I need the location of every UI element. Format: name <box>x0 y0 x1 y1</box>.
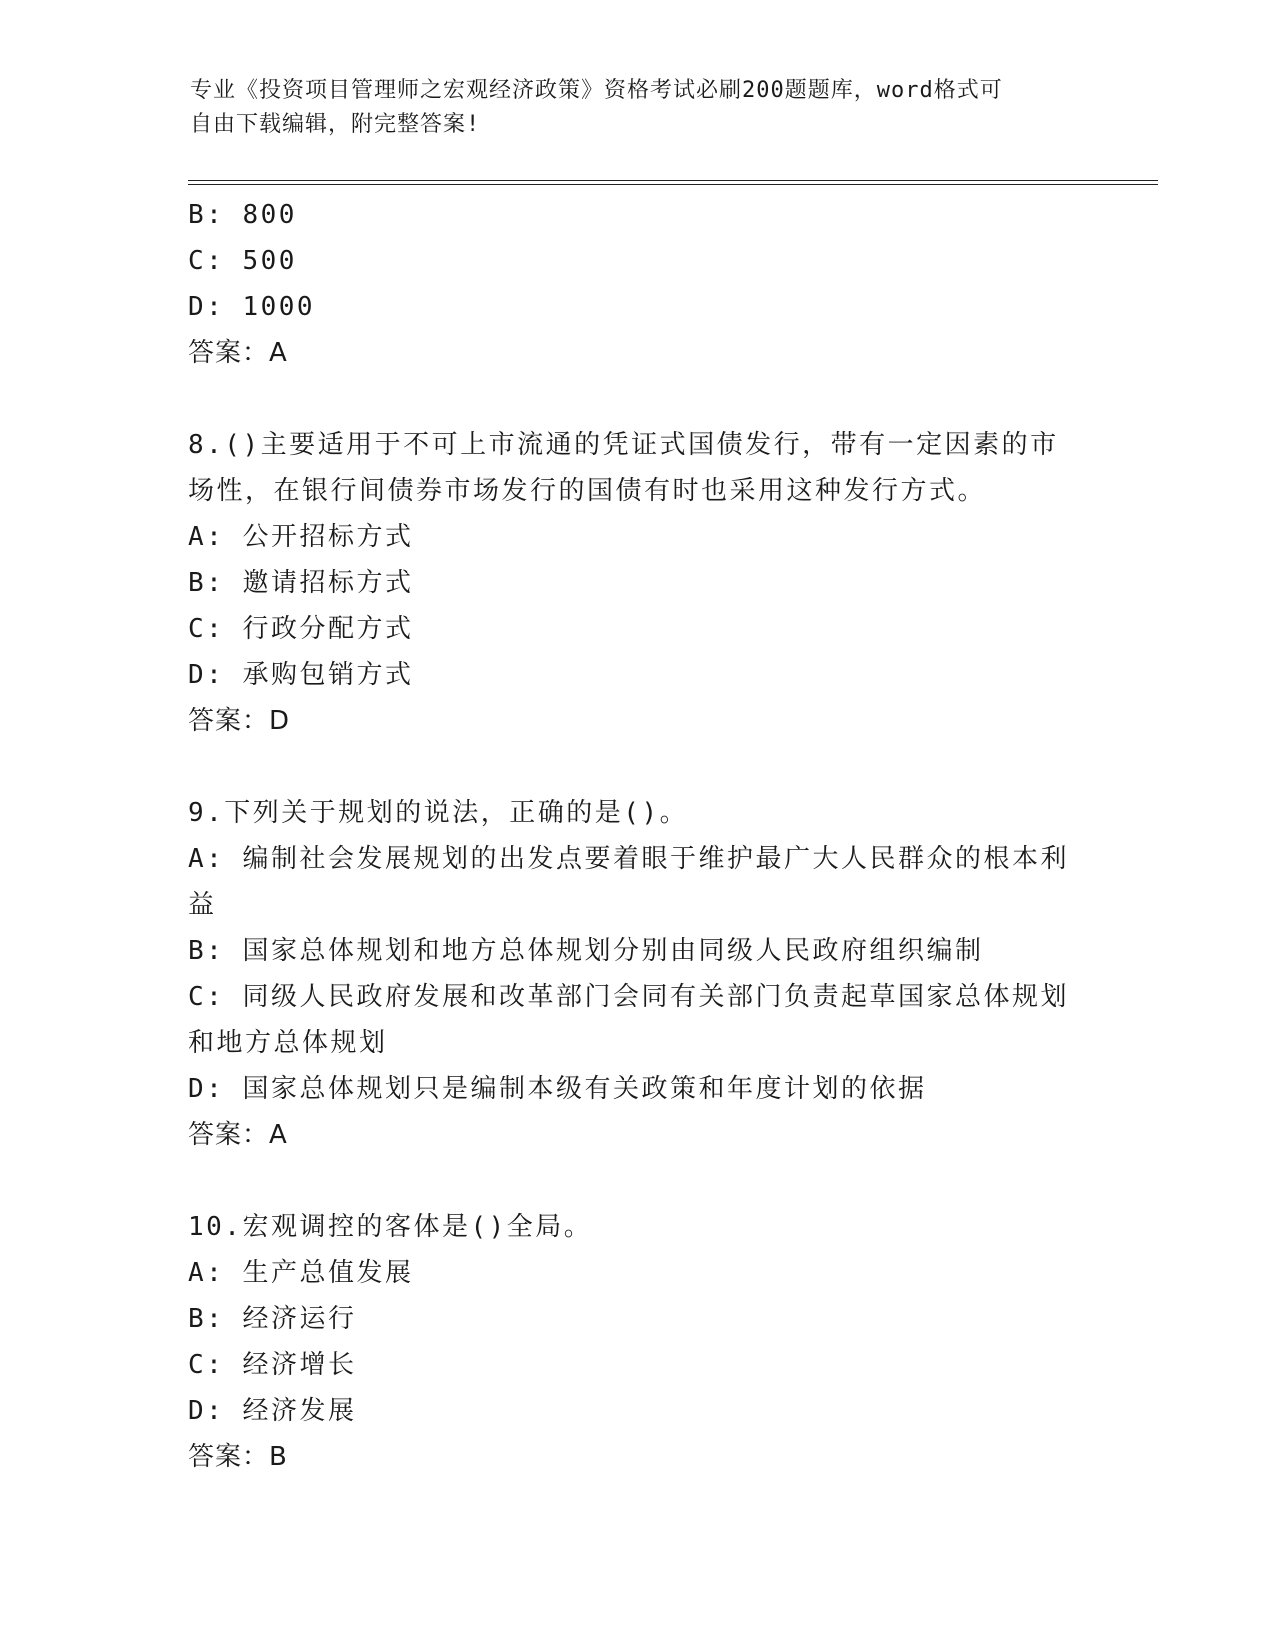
option-a: A: 公开招标方式 <box>188 522 414 552</box>
question-stem-line-2: 场性，在银行间债券市场发行的国债有时也采用这种发行方式。 <box>188 476 987 506</box>
question-7 <box>188 192 1088 376</box>
option-c-line-2: 和地方总体规划 <box>188 1028 388 1058</box>
question-stem: 10.宏观调控的客体是()全局。 <box>188 1212 593 1242</box>
spacer <box>188 376 1088 422</box>
spacer <box>188 1158 1088 1204</box>
option-d: D: 国家总体规划只是编制本级有关政策和年度计划的依据 <box>188 1074 927 1104</box>
question-9 <box>188 790 1088 1158</box>
question-8 <box>188 422 1088 744</box>
option-c: C: 行政分配方式 <box>188 614 414 644</box>
spacer <box>188 744 1088 790</box>
option-c: C: 经济增长 <box>188 1350 357 1380</box>
option-d: D: 1000 <box>188 292 316 322</box>
answer: 答案：A <box>188 1120 288 1150</box>
option-b: B: 国家总体规划和地方总体规划分别由同级人民政府组织编制 <box>188 936 984 966</box>
header-line-1: 专业《投资项目管理师之宏观经济政策》资格考试必刷200题题库，word格式可 <box>190 78 1003 103</box>
option-a-line-1: A: 编制社会发展规划的出发点要着眼于维护最广大人民群众的根本利 <box>188 844 1069 874</box>
question-stem: 9.下列关于规划的说法，正确的是()。 <box>188 798 689 828</box>
header-line-2: 自由下载编辑，附完整答案! <box>190 112 481 137</box>
option-a-line-2: 益 <box>188 890 217 920</box>
answer: 答案：D <box>188 706 291 736</box>
question-list <box>188 192 1088 1480</box>
answer: 答案：A <box>188 338 288 368</box>
document-header <box>190 74 1090 142</box>
option-b: B: 邀请招标方式 <box>188 568 414 598</box>
option-a: A: 生产总值发展 <box>188 1258 414 1288</box>
option-b: B: 经济运行 <box>188 1304 357 1334</box>
option-c-line-1: C: 同级人民政府发展和改革部门会同有关部门负责起草国家总体规划 <box>188 982 1069 1012</box>
option-d: D: 经济发展 <box>188 1396 357 1426</box>
option-d: D: 承购包销方式 <box>188 660 414 690</box>
answer: 答案：B <box>188 1442 288 1472</box>
option-c: C: 500 <box>188 246 297 276</box>
header-divider <box>188 180 1158 185</box>
question-stem-line-1: 8.()主要适用于不可上市流通的凭证式国债发行，带有一定因素的市 <box>188 430 1059 460</box>
question-10 <box>188 1204 1088 1480</box>
option-b: B: 800 <box>188 200 297 230</box>
